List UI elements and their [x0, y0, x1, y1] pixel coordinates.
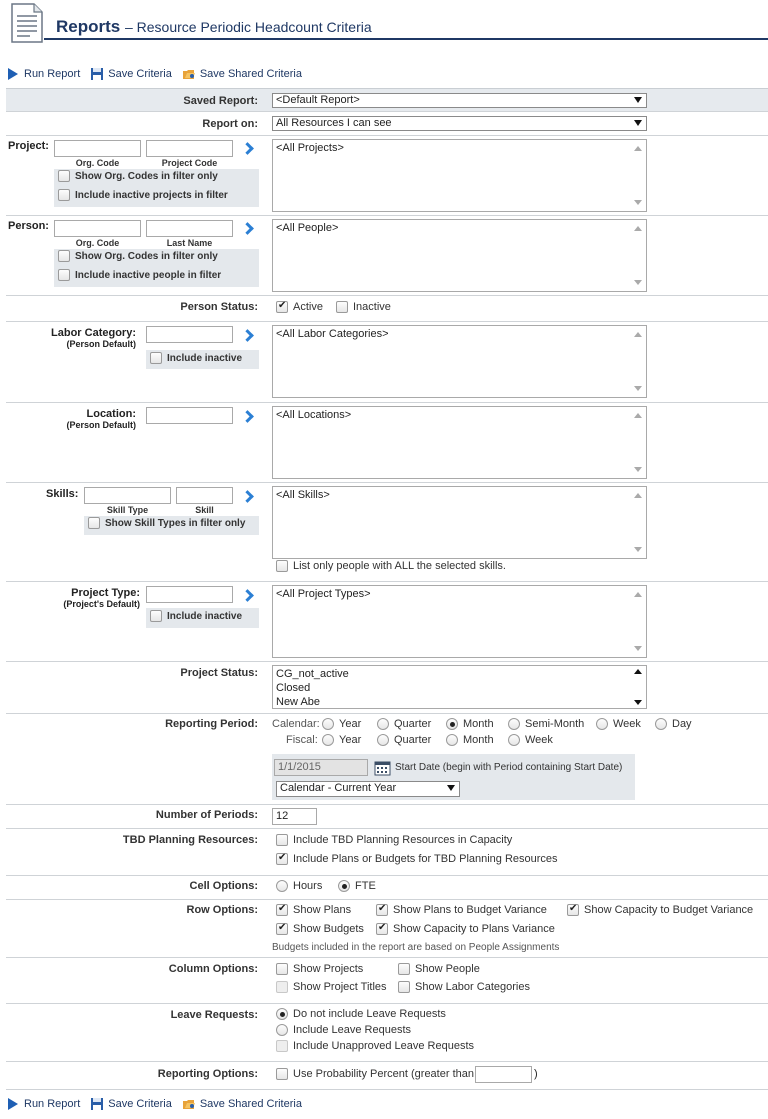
- project-type-input[interactable]: [146, 586, 233, 603]
- radio-label: Month: [463, 734, 494, 746]
- labor-category-listbox[interactable]: [272, 325, 647, 398]
- radio-label: Year: [339, 734, 362, 746]
- labor-category-sublabel: (Person Default): [66, 339, 136, 349]
- leave-requests-label: Leave Requests:: [170, 1009, 258, 1021]
- scroll-down-icon[interactable]: [634, 467, 642, 472]
- project-listbox[interactable]: [272, 139, 647, 212]
- save-criteria-label: Save Criteria: [108, 1098, 172, 1110]
- row-options-note: Budgets included in the report are based on People Assignments: [272, 942, 560, 953]
- labor-category-label: Labor Category:: [51, 327, 136, 339]
- checkbox-label: Show Capacity to Plans Variance: [393, 923, 555, 935]
- start-date-value: 1/1/2015: [278, 761, 321, 773]
- radio-selected[interactable]: [446, 718, 458, 730]
- cell-options-row: [6, 876, 768, 900]
- person-filter-go-icon[interactable]: [242, 223, 252, 235]
- floppy-disk-icon: [90, 67, 104, 81]
- leave-requests-row: [6, 1004, 768, 1062]
- run-report-button-bottom[interactable]: [6, 1097, 80, 1111]
- leave-include-radio[interactable]: [276, 1024, 411, 1036]
- labor-category-list-item[interactable]: <All Labor Categories>: [276, 328, 389, 340]
- radio[interactable]: [446, 734, 458, 746]
- location-list-item[interactable]: <All Locations>: [276, 409, 352, 421]
- checkbox-label: Show Plans to Budget Variance: [393, 904, 547, 916]
- number-of-periods-row: [6, 805, 768, 829]
- location-label-block: [36, 408, 136, 430]
- radio-label: Day: [672, 718, 692, 730]
- save-shared-criteria-button-bottom[interactable]: [182, 1097, 302, 1111]
- location-listbox[interactable]: [272, 406, 647, 479]
- scroll-up-icon[interactable]: [634, 669, 642, 674]
- checkbox-label: Show Budgets: [293, 923, 364, 935]
- cell-options-label: Cell Options:: [189, 880, 258, 892]
- skills-label: Skills:: [46, 488, 79, 500]
- project-filter-go-icon[interactable]: [242, 143, 252, 155]
- fiscal-month-radio[interactable]: [446, 734, 494, 746]
- checkbox-label: Show Org. Codes in filter only: [75, 250, 218, 262]
- checkbox[interactable]: [58, 170, 70, 182]
- show-labor-categories-checkbox[interactable]: [398, 981, 530, 993]
- location-sublabel: (Person Default): [66, 420, 136, 430]
- project-type-listbox[interactable]: [272, 585, 647, 658]
- project-type-row: [6, 582, 768, 662]
- location-row: [6, 403, 768, 483]
- scroll-up-icon[interactable]: [634, 493, 642, 498]
- project-type-label: Project Type:: [71, 587, 140, 599]
- scroll-up-icon[interactable]: [634, 413, 642, 418]
- checkbox-label: Show Labor Categories: [415, 981, 530, 993]
- save-shared-criteria-label: Save Shared Criteria: [199, 1098, 302, 1110]
- checkbox[interactable]: [88, 517, 100, 529]
- person-status-active[interactable]: [276, 301, 323, 313]
- radio[interactable]: [377, 718, 389, 730]
- dropdown-arrow-icon: [634, 97, 642, 103]
- radio-label: Do not include Leave Requests: [293, 1008, 446, 1020]
- scroll-up-icon[interactable]: [634, 592, 642, 597]
- labor-category-include-inactive[interactable]: [150, 352, 242, 364]
- project-type-go-icon[interactable]: [242, 590, 252, 602]
- period-range-select[interactable]: [276, 781, 460, 797]
- leave-include-unapproved-checkbox[interactable]: [276, 1040, 474, 1052]
- checkbox-checked[interactable]: [376, 923, 388, 935]
- bottom-toolbar: [6, 1096, 312, 1112]
- checkbox-label: Include inactive projects in filter: [75, 189, 228, 201]
- project-show-org-codes[interactable]: [58, 170, 218, 182]
- checkbox-label: Show Capacity to Budget Variance: [584, 904, 754, 916]
- checkbox-label: Include Unapproved Leave Requests: [293, 1040, 475, 1052]
- checkbox[interactable]: [398, 963, 410, 975]
- person-status-inactive[interactable]: [336, 301, 391, 313]
- checkbox[interactable]: [276, 1068, 288, 1080]
- show-people-checkbox[interactable]: [398, 963, 480, 975]
- shared-folder-icon: [182, 1097, 196, 1111]
- calendar-semi-month-radio[interactable]: [508, 718, 584, 730]
- saved-report-value: <Default Report>: [276, 94, 360, 106]
- checkbox[interactable]: [58, 189, 70, 201]
- radio[interactable]: [276, 880, 288, 892]
- scroll-down-icon[interactable]: [634, 700, 642, 705]
- person-org-code-input[interactable]: [54, 220, 141, 237]
- dropdown-arrow-icon: [634, 120, 642, 126]
- project-type-sublabel: (Project's Default): [63, 599, 140, 609]
- radio[interactable]: [508, 718, 520, 730]
- tbd-row: [6, 829, 768, 876]
- checkbox-label: Show Plans: [293, 904, 352, 916]
- reporting-options-row: [6, 1062, 768, 1090]
- radio[interactable]: [322, 734, 334, 746]
- saved-report-row: [6, 88, 768, 112]
- checkbox[interactable]: [276, 834, 288, 846]
- run-report-label: Run Report: [24, 1098, 81, 1110]
- reporting-options-label: Reporting Options:: [157, 1068, 258, 1080]
- person-last-name-label: Last Name: [166, 238, 213, 248]
- title-text: Reports: [56, 17, 121, 36]
- location-label: Location:: [86, 408, 136, 420]
- project-status-label: Project Status:: [180, 667, 258, 679]
- number-of-periods-input[interactable]: [272, 808, 317, 825]
- number-of-periods-label: Number of Periods:: [155, 809, 258, 821]
- radio-label: Semi-Month: [525, 718, 585, 730]
- project-type-list-item[interactable]: <All Project Types>: [276, 588, 371, 600]
- run-report-button[interactable]: [6, 67, 80, 81]
- show-budgets-checkbox[interactable]: [276, 923, 364, 935]
- scroll-down-icon[interactable]: [634, 547, 642, 552]
- column-options-row: [6, 958, 768, 1004]
- project-label: Project:: [8, 140, 49, 152]
- person-org-code-label: Org. Code: [75, 238, 120, 248]
- radio-label: Hours: [293, 880, 323, 892]
- show-plans-budget-variance-checkbox[interactable]: [376, 904, 547, 916]
- report-on-row: [6, 112, 768, 136]
- show-skill-types[interactable]: [88, 517, 245, 529]
- calendar-day-radio[interactable]: [655, 718, 692, 730]
- probability-percent-input[interactable]: [475, 1066, 532, 1083]
- checkbox-label: Show Project Titles: [293, 981, 387, 993]
- radio-label: Quarter: [394, 734, 432, 746]
- radio[interactable]: [508, 734, 520, 746]
- calendar-year-radio[interactable]: [322, 718, 361, 730]
- calendar-week-radio[interactable]: [596, 718, 641, 730]
- radio-label: Include Leave Requests: [293, 1024, 412, 1036]
- radio[interactable]: [655, 718, 667, 730]
- checkbox-label: Include inactive people in filter: [75, 269, 222, 281]
- project-status-listbox[interactable]: [272, 665, 647, 709]
- labor-category-label-block: [36, 327, 136, 349]
- radio-label: Week: [613, 718, 641, 730]
- saved-report-label: Saved Report:: [183, 95, 258, 107]
- checkbox-checked[interactable]: [276, 301, 288, 313]
- calendar-label: Calendar:: [272, 718, 320, 730]
- column-options-label: Column Options:: [168, 963, 258, 975]
- row-options-label: Row Options:: [186, 904, 258, 916]
- save-criteria-button-bottom[interactable]: [90, 1097, 172, 1111]
- project-org-code-input[interactable]: [54, 140, 141, 157]
- tbd-include-capacity[interactable]: [276, 834, 512, 846]
- reporting-period-row: [6, 714, 768, 805]
- project-type-label-block: [36, 587, 140, 609]
- checkbox-disabled[interactable]: [276, 981, 288, 993]
- show-project-titles-checkbox[interactable]: [276, 981, 387, 993]
- checkbox-checked[interactable]: [276, 853, 288, 865]
- checkbox-label: Include inactive: [167, 352, 243, 364]
- radio[interactable]: [596, 718, 608, 730]
- skills-list-item[interactable]: <All Skills>: [276, 489, 330, 501]
- play-icon: [6, 67, 20, 81]
- checkbox[interactable]: [276, 963, 288, 975]
- checkbox-label: List only people with ALL the selected skills.: [293, 560, 506, 572]
- checkbox[interactable]: [58, 250, 70, 262]
- fiscal-year-radio[interactable]: [322, 734, 361, 746]
- row-options-row: [6, 900, 768, 958]
- radio-label: Quarter: [394, 718, 432, 730]
- checkbox-label: Show People: [415, 963, 480, 975]
- show-capacity-budget-variance-checkbox[interactable]: [567, 904, 753, 916]
- cell-hours-radio[interactable]: [276, 880, 322, 892]
- skills-listbox[interactable]: [272, 486, 647, 559]
- skill-type-label: Skill Type: [106, 505, 149, 515]
- save-criteria-button[interactable]: [90, 67, 172, 81]
- checkbox[interactable]: [398, 981, 410, 993]
- project-list-item[interactable]: <All Projects>: [276, 142, 344, 154]
- fiscal-week-radio[interactable]: [508, 734, 553, 746]
- project-row: [6, 136, 768, 216]
- skill-type-input[interactable]: [84, 487, 171, 504]
- start-date-note: Start Date (begin with Period containing Start Date): [395, 762, 623, 773]
- reporting-period-label: Reporting Period:: [165, 718, 258, 730]
- report-on-value: All Resources I can see: [276, 117, 392, 129]
- scroll-down-icon[interactable]: [634, 386, 642, 391]
- dropdown-arrow-icon: [447, 785, 455, 791]
- person-status-row: [6, 296, 768, 322]
- scroll-up-icon[interactable]: [634, 146, 642, 151]
- checkbox-label: Active: [293, 301, 323, 313]
- project-status-item[interactable]: Closed: [276, 682, 311, 694]
- show-plans-checkbox[interactable]: [276, 904, 351, 916]
- checkbox[interactable]: [336, 301, 348, 313]
- project-org-code-label: Org. Code: [75, 158, 120, 168]
- leave-do-not-include-radio[interactable]: [276, 1008, 446, 1020]
- location-input[interactable]: [146, 407, 233, 424]
- project-code-input[interactable]: [146, 140, 233, 157]
- play-icon: [6, 1097, 20, 1111]
- list-only-all-skills[interactable]: [276, 560, 506, 572]
- shared-folder-icon: [182, 67, 196, 81]
- checkbox[interactable]: [150, 610, 162, 622]
- checkbox-label: Use Probability Percent (greater than: [293, 1068, 474, 1080]
- checkbox-checked[interactable]: [376, 904, 388, 916]
- project-status-row: [6, 662, 768, 714]
- cell-fte-radio[interactable]: [338, 880, 376, 892]
- radio-label: FTE: [355, 880, 376, 892]
- floppy-disk-icon: [90, 1097, 104, 1111]
- radio-label: Week: [525, 734, 553, 746]
- person-include-inactive[interactable]: [58, 269, 221, 281]
- person-show-org-codes[interactable]: [58, 250, 218, 262]
- checkbox-disabled[interactable]: [276, 1040, 288, 1052]
- project-status-item[interactable]: CG_not_active: [276, 668, 349, 680]
- location-go-icon[interactable]: [242, 411, 252, 423]
- subtitle-text: – Resource Periodic Headcount Criteria: [124, 19, 372, 35]
- radio[interactable]: [276, 1024, 288, 1036]
- show-capacity-plans-variance-checkbox[interactable]: [376, 923, 555, 935]
- report-document-icon: [10, 2, 44, 44]
- calendar-icon[interactable]: [374, 760, 391, 776]
- person-row: [6, 216, 768, 296]
- report-on-select[interactable]: [272, 116, 647, 131]
- checkbox-label: Show Org. Codes in filter only: [75, 170, 218, 182]
- save-shared-criteria-button[interactable]: [182, 67, 302, 81]
- skill-input[interactable]: [176, 487, 233, 504]
- save-shared-criteria-label: Save Shared Criteria: [199, 68, 302, 80]
- saved-report-select[interactable]: [272, 93, 647, 108]
- use-probability-checkbox[interactable]: [276, 1068, 474, 1080]
- calendar-month-radio[interactable]: [446, 718, 494, 730]
- tbd-label: TBD Planning Resources:: [122, 834, 258, 846]
- checkbox[interactable]: [58, 269, 70, 281]
- radio-label: Year: [339, 718, 362, 730]
- title-underline: [44, 38, 768, 40]
- report-on-label: Report on:: [202, 118, 258, 130]
- person-last-name-input[interactable]: [146, 220, 233, 237]
- checkbox[interactable]: [276, 560, 288, 572]
- checkbox-label: Include TBD Planning Resources in Capacity: [293, 834, 513, 846]
- project-status-item[interactable]: New Abe: [276, 696, 321, 708]
- radio-selected[interactable]: [276, 1008, 288, 1020]
- scroll-down-icon[interactable]: [634, 280, 642, 285]
- project-code-label: Project Code: [161, 158, 218, 168]
- labor-category-input[interactable]: [146, 326, 233, 343]
- person-listbox[interactable]: [272, 219, 647, 292]
- fiscal-label: Fiscal:: [286, 734, 318, 746]
- labor-category-go-icon[interactable]: [242, 330, 252, 342]
- checkbox-checked[interactable]: [567, 904, 579, 916]
- checkbox-label: Show Skill Types in filter only: [105, 517, 246, 529]
- scroll-down-icon[interactable]: [634, 200, 642, 205]
- checkbox-label: Show Projects: [293, 963, 364, 975]
- radio[interactable]: [322, 718, 334, 730]
- fiscal-quarter-radio[interactable]: [377, 734, 431, 746]
- scroll-up-icon[interactable]: [634, 332, 642, 337]
- radio[interactable]: [377, 734, 389, 746]
- show-projects-checkbox[interactable]: [276, 963, 363, 975]
- save-criteria-label: Save Criteria: [108, 68, 172, 80]
- scroll-up-icon[interactable]: [634, 226, 642, 231]
- close-paren: ): [534, 1068, 538, 1080]
- checkbox-label: Include Plans or Budgets for TBD Planning Resources: [293, 853, 558, 865]
- checkbox-label: Inactive: [353, 301, 391, 313]
- labor-category-row: [6, 322, 768, 403]
- skill-label: Skill: [195, 505, 214, 515]
- run-report-label: Run Report: [24, 68, 81, 80]
- top-toolbar: [6, 66, 312, 82]
- period-range-value: Calendar - Current Year: [280, 782, 397, 794]
- checkbox-checked[interactable]: [276, 923, 288, 935]
- skills-go-icon[interactable]: [242, 491, 252, 503]
- checkbox-checked[interactable]: [276, 904, 288, 916]
- page-title: [56, 17, 372, 37]
- number-of-periods-value: 12: [276, 810, 289, 822]
- person-label: Person:: [8, 220, 49, 232]
- person-status-label: Person Status:: [180, 301, 258, 313]
- scroll-down-icon[interactable]: [634, 646, 642, 651]
- radio-label: Month: [463, 718, 494, 730]
- tbd-include-plans[interactable]: [276, 853, 558, 865]
- person-list-item[interactable]: <All People>: [276, 222, 339, 234]
- radio-selected[interactable]: [338, 880, 350, 892]
- project-include-inactive[interactable]: [58, 189, 228, 201]
- checkbox-label: Include inactive: [167, 610, 243, 622]
- skills-row: [6, 483, 768, 582]
- checkbox[interactable]: [150, 352, 162, 364]
- calendar-quarter-radio[interactable]: [377, 718, 431, 730]
- start-date-input[interactable]: [274, 759, 368, 776]
- project-type-include-inactive[interactable]: [150, 610, 242, 622]
